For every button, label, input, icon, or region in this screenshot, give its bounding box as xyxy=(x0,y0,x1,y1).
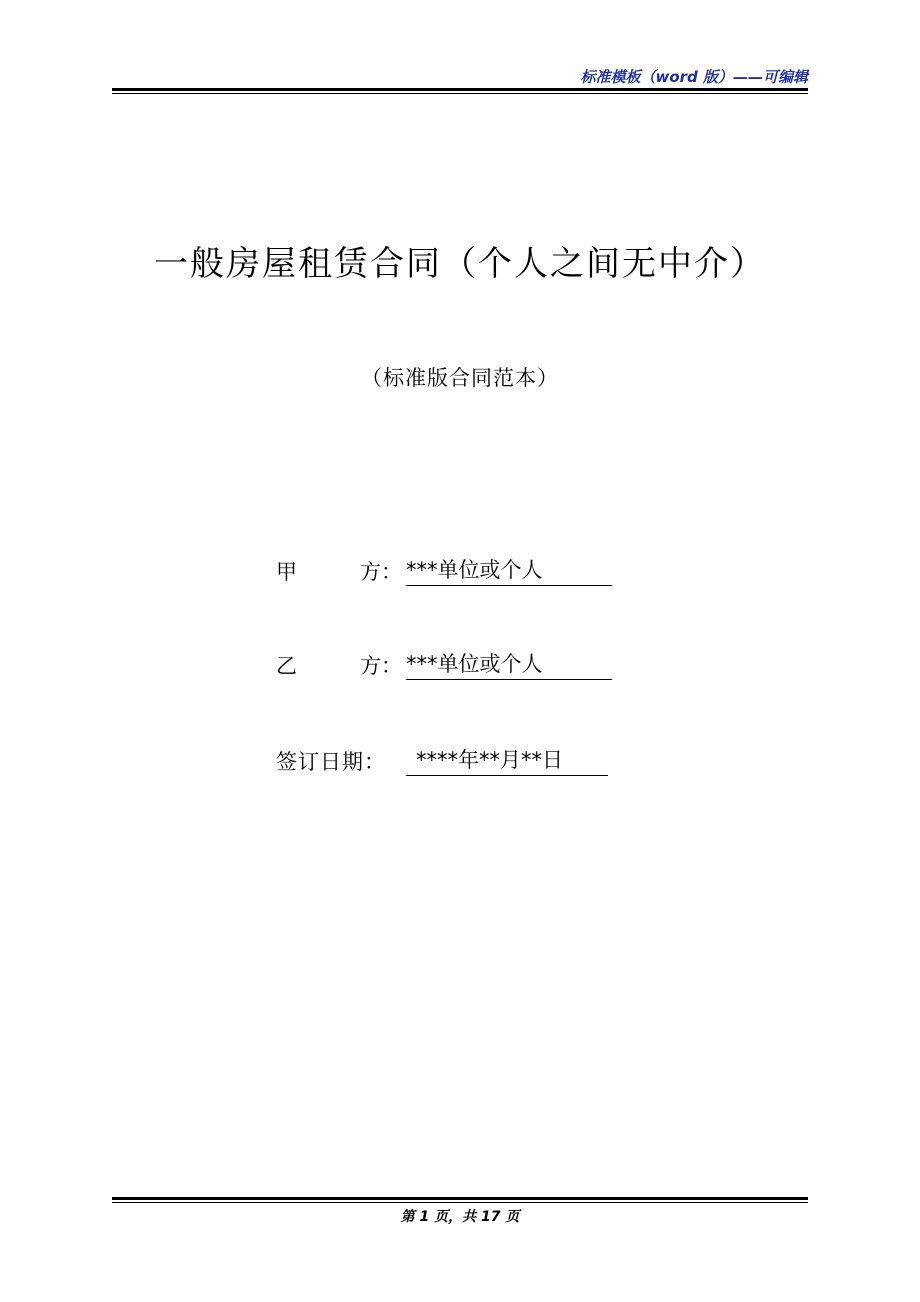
sign-date-value: ****年**月**日 xyxy=(406,744,608,776)
party-b-label-first: 乙 xyxy=(276,654,297,678)
party-b-label-last: 方： xyxy=(360,654,402,678)
party-a-value: ***单位或个人 xyxy=(406,554,612,586)
document-subtitle: （标准版合同范本） xyxy=(361,366,559,390)
party-b-label xyxy=(276,650,402,680)
document-title: 一般房屋租赁合同（个人之间无中介） xyxy=(154,244,766,284)
footer-divider xyxy=(112,1197,808,1203)
page-number: 第 1 页，共 17 页 xyxy=(400,1209,520,1225)
sign-date-label: 签订日期： xyxy=(276,750,386,774)
party-a-label-first: 甲 xyxy=(276,560,297,584)
header-divider xyxy=(112,88,808,94)
header-text: 标准模板（word 版）——可编辑 xyxy=(580,68,808,86)
sign-date-field xyxy=(276,746,608,776)
party-b-value: ***单位或个人 xyxy=(406,648,612,680)
party-b-field xyxy=(276,650,612,680)
party-a-label xyxy=(276,556,402,586)
party-a-field xyxy=(276,556,612,586)
party-a-label-last: 方： xyxy=(360,560,402,584)
